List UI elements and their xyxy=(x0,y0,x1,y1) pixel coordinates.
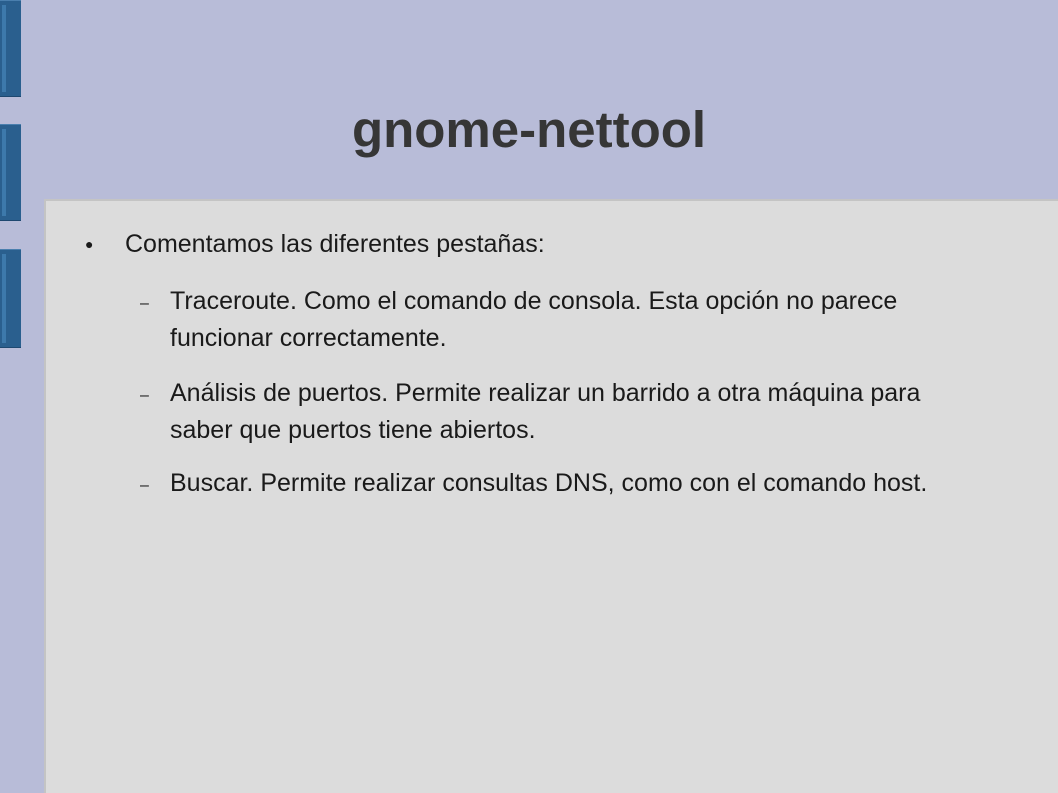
sub-bullet-text: Buscar. Permite realizar consultas DNS, como con el comando host. xyxy=(170,469,928,497)
bullet-dot-icon: ● xyxy=(85,236,94,252)
decorative-side-bar xyxy=(0,0,21,97)
sub-bullet-text: Traceroute. Como el comando de consola. Esta opción no parece funcionar correctamente. xyxy=(170,287,898,352)
dash-icon: – xyxy=(140,477,149,494)
slide-title: gnome-nettool xyxy=(351,101,707,158)
dash-icon: – xyxy=(140,295,149,312)
bullet-text: Comentamos las diferentes pestañas: xyxy=(125,230,545,258)
dash-icon: – xyxy=(140,387,149,404)
decorative-side-bar xyxy=(0,249,21,348)
sub-bullet-text: Análisis de puertos. Permite realizar un barrido a otra máquina para saber que puertos tiene abiertos. xyxy=(170,379,921,444)
